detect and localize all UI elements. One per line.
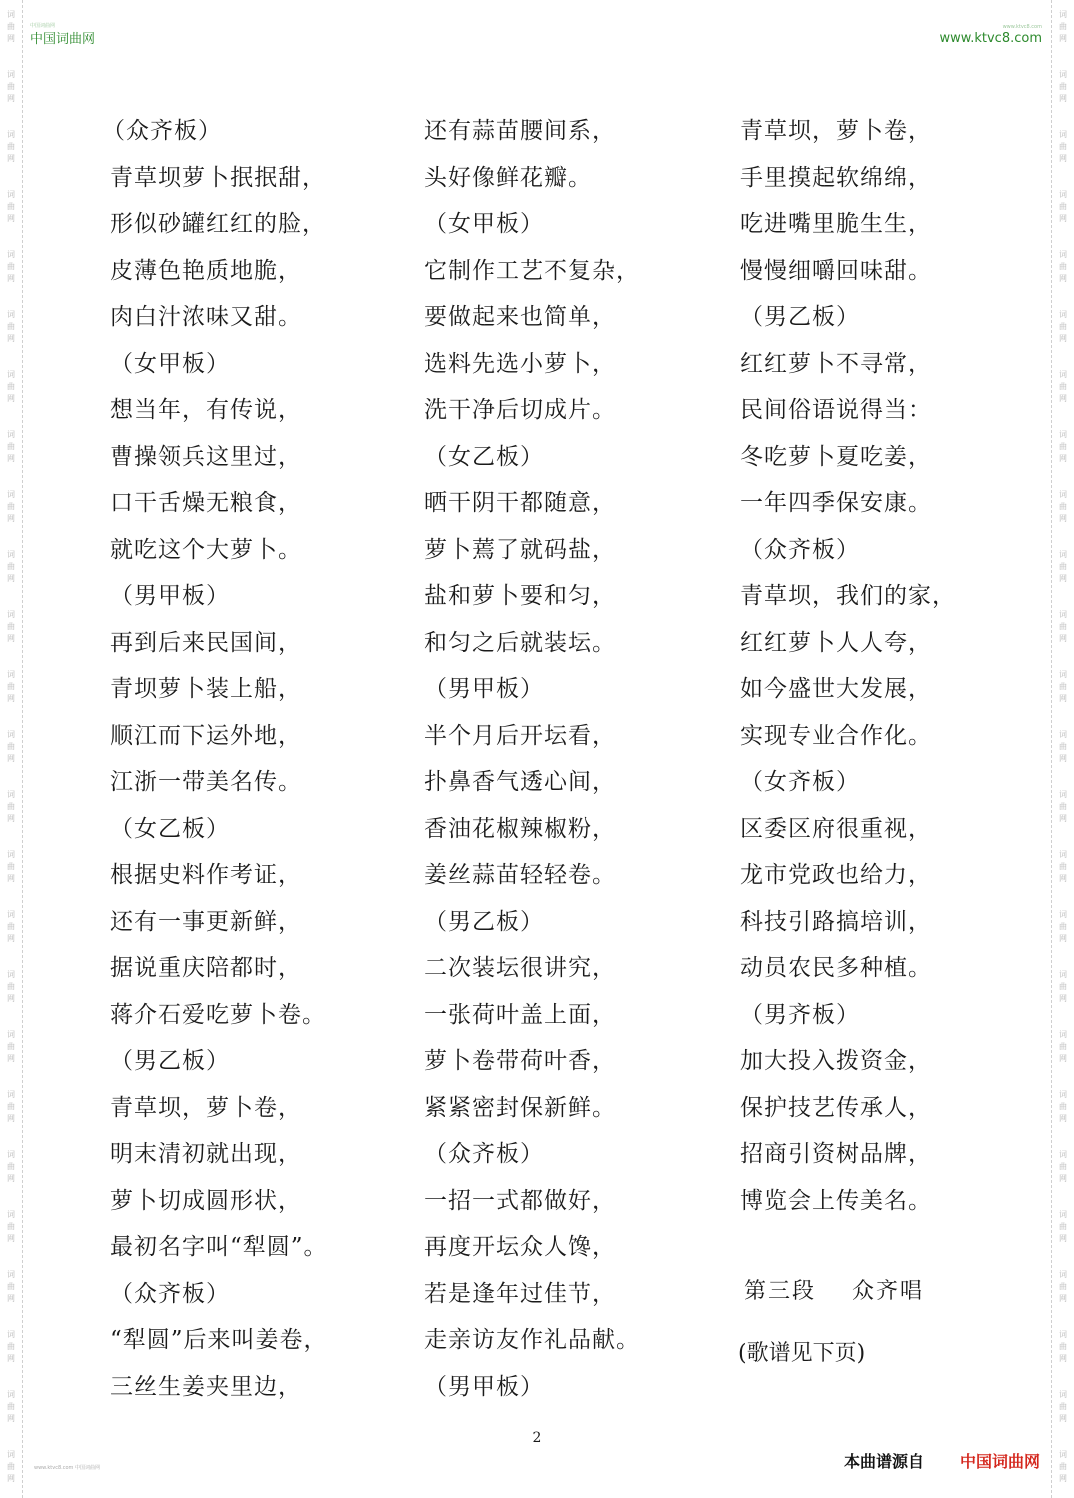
watermark-glyph: 网 xyxy=(1059,874,1067,883)
watermark-glyph: 网 xyxy=(1059,214,1067,223)
lyric-line: 最初名字叫“犁圆”。 xyxy=(110,1234,328,1260)
lyric-line: 皮薄色艳质地脆， xyxy=(110,257,302,284)
watermark-glyph: 曲 xyxy=(1059,1102,1067,1111)
watermark-glyph: 词 xyxy=(7,70,15,79)
lyric-line: 半个月后开坛看， xyxy=(424,722,616,749)
lyric-line: “犁圆”后来叫姜卷， xyxy=(110,1327,328,1353)
lyric-line: 慢慢细嚼回味甜。 xyxy=(740,257,932,284)
footer-brand-link[interactable]: 中国词曲网 xyxy=(959,1452,1040,1471)
watermark-glyph: 曲 xyxy=(1059,562,1067,571)
lyric-line: 科技引路搞培训， xyxy=(740,908,932,935)
lyric-line: 肉白汁浓味又甜。 xyxy=(110,304,302,330)
watermark-glyph: 词 xyxy=(1059,130,1067,139)
watermark-glyph: 曲 xyxy=(7,202,15,211)
lyric-line: 二次装坛很讲究， xyxy=(424,955,616,981)
watermark-glyph: 网 xyxy=(1059,754,1067,763)
lyric-line: 走亲访友作礼品献。 xyxy=(424,1327,640,1353)
watermark-glyph: 曲 xyxy=(1059,82,1067,91)
watermark-glyph: 词 xyxy=(1059,910,1067,919)
watermark-glyph: 词 xyxy=(7,1210,15,1219)
lyric-line: 三丝生姜夹里边， xyxy=(110,1373,302,1400)
watermark-glyph: 网 xyxy=(7,874,15,883)
left-watermark-strip xyxy=(0,0,23,1498)
lyric-line: 就吃这个大萝卜。 xyxy=(110,536,302,563)
lyric-line: 招商引资树品牌， xyxy=(740,1141,932,1167)
lyric-line: 明末清初就出现， xyxy=(110,1141,302,1167)
watermark-glyph: 词 xyxy=(1059,1270,1067,1279)
watermark-glyph: 词 xyxy=(7,1390,15,1399)
watermark-glyph: 曲 xyxy=(7,322,15,331)
lyric-line: 曹操领兵这里过， xyxy=(110,443,302,470)
section-label: 第三段 众齐唱 xyxy=(744,1279,924,1304)
watermark-glyph: 曲 xyxy=(1059,982,1067,991)
lyrics-column-2 xyxy=(416,108,716,1410)
lyric-line: 盐和萝卜要和匀， xyxy=(424,583,616,609)
watermark-glyph: 曲 xyxy=(1059,22,1067,31)
lyric-line: 龙市党政也给力， xyxy=(740,862,932,888)
lyric-line: 萝卜切成圆形状， xyxy=(110,1187,302,1214)
lyric-line: 青草坝，我们的家， xyxy=(740,583,956,609)
watermark-glyph: 词 xyxy=(1059,610,1067,619)
lyric-line: 加大投入拨资金， xyxy=(740,1048,932,1074)
watermark-glyph: 曲 xyxy=(7,442,15,451)
watermark-glyph: 网 xyxy=(7,1414,15,1423)
lyric-line: 青草坝，萝卜卷， xyxy=(110,1094,302,1121)
lyrics-column-3 xyxy=(732,108,1032,1224)
watermark-glyph: 网 xyxy=(7,634,15,643)
watermark-glyph: 曲 xyxy=(7,382,15,391)
watermark-glyph: 曲 xyxy=(7,1042,15,1051)
page-number: 2 xyxy=(532,1430,542,1446)
watermark-glyph: 网 xyxy=(1059,514,1067,523)
watermark-glyph: 网 xyxy=(1059,34,1067,43)
watermark-glyph: 曲 xyxy=(7,142,15,151)
lyric-line: 洗干净后切成片。 xyxy=(424,397,616,423)
watermark-glyph: 网 xyxy=(1059,1174,1067,1183)
watermark-glyph: 词 xyxy=(1059,550,1067,559)
watermark-glyph: 曲 xyxy=(7,922,15,931)
header-right-small-url: www.ktvc8.com xyxy=(1002,24,1042,30)
watermark-glyph: 词 xyxy=(1059,730,1067,739)
lyric-line: （女甲板） xyxy=(110,350,230,377)
watermark-glyph: 词 xyxy=(7,670,15,679)
watermark-glyph: 网 xyxy=(7,1174,15,1183)
header-site-url[interactable]: www.ktvc8.com xyxy=(939,31,1042,46)
watermark-glyph: 曲 xyxy=(7,1282,15,1291)
watermark-glyph: 曲 xyxy=(1059,142,1067,151)
watermark-glyph: 曲 xyxy=(1059,502,1067,511)
lyric-line: （女齐板） xyxy=(740,769,860,795)
watermark-glyph: 曲 xyxy=(1059,802,1067,811)
lyric-line: 手里摸起软绵绵， xyxy=(740,164,932,191)
watermark-glyph: 曲 xyxy=(7,682,15,691)
lyric-line: （男乙板） xyxy=(424,908,544,935)
lyric-line: 据说重庆陪都时， xyxy=(110,955,302,981)
lyric-line: 一张荷叶盖上面， xyxy=(424,1001,616,1028)
watermark-glyph: 词 xyxy=(7,1330,15,1339)
lyric-line: 蒋介石爱吃萝卜卷。 xyxy=(110,1001,326,1028)
watermark-glyph: 网 xyxy=(1059,454,1067,463)
lyric-line: （男乙板） xyxy=(740,304,860,330)
watermark-glyph: 网 xyxy=(7,1054,15,1063)
watermark-glyph: 曲 xyxy=(1059,1462,1067,1471)
lyric-line: 顺江而下运外地， xyxy=(110,722,302,749)
watermark-glyph: 曲 xyxy=(7,1342,15,1351)
watermark-glyph: 网 xyxy=(7,1474,15,1483)
watermark-glyph: 网 xyxy=(7,1354,15,1363)
lyric-line: （众齐板） xyxy=(740,536,860,563)
watermark-glyph: 网 xyxy=(7,94,15,103)
lyric-line: 再度开坛众人馋， xyxy=(424,1234,616,1260)
lyric-line: 还有蒜苗腰间系， xyxy=(424,118,616,144)
lyric-line: 博览会上传美名。 xyxy=(740,1187,932,1214)
lyric-line: 若是逢年过佳节， xyxy=(424,1280,616,1307)
watermark-glyph: 曲 xyxy=(7,1102,15,1111)
watermark-glyph: 网 xyxy=(1059,574,1067,583)
watermark-glyph: 网 xyxy=(7,994,15,1003)
watermark-glyph: 曲 xyxy=(7,802,15,811)
watermark-glyph: 网 xyxy=(7,754,15,763)
watermark-glyph: 曲 xyxy=(7,562,15,571)
watermark-glyph: 词 xyxy=(1059,430,1067,439)
lyric-line: （男甲板） xyxy=(424,676,544,702)
lyric-line: 吃进嘴里脆生生， xyxy=(740,211,932,237)
lyric-line: 实现专业合作化。 xyxy=(740,722,932,749)
lyric-line: （男甲板） xyxy=(424,1373,544,1400)
watermark-glyph: 曲 xyxy=(1059,382,1067,391)
lyric-line: （女乙板） xyxy=(424,443,544,470)
watermark-glyph: 词 xyxy=(1059,250,1067,259)
watermark-glyph: 曲 xyxy=(7,1462,15,1471)
watermark-glyph: 网 xyxy=(7,1294,15,1303)
lyric-line: 想当年，有传说， xyxy=(110,397,302,423)
lyric-line: （众齐板） xyxy=(110,1280,230,1307)
watermark-glyph: 网 xyxy=(1059,1354,1067,1363)
lyric-line: 头好像鲜花瓣。 xyxy=(424,164,592,191)
watermark-glyph: 词 xyxy=(1059,670,1067,679)
watermark-glyph: 曲 xyxy=(7,622,15,631)
watermark-glyph: 曲 xyxy=(1059,322,1067,331)
watermark-glyph: 曲 xyxy=(1059,682,1067,691)
watermark-glyph: 曲 xyxy=(1059,1342,1067,1351)
watermark-glyph: 网 xyxy=(7,454,15,463)
watermark-glyph: 词 xyxy=(1059,1450,1067,1459)
watermark-glyph: 词 xyxy=(1059,70,1067,79)
watermark-glyph: 网 xyxy=(1059,694,1067,703)
lyric-line: （众齐板） xyxy=(424,1141,544,1167)
watermark-glyph: 曲 xyxy=(1059,862,1067,871)
lyric-line: 萝卜蔫了就码盐， xyxy=(424,536,616,563)
watermark-glyph: 曲 xyxy=(7,1402,15,1411)
watermark-glyph: 词 xyxy=(7,1270,15,1279)
watermark-glyph: 词 xyxy=(7,190,15,199)
watermark-glyph: 词 xyxy=(1059,970,1067,979)
lyric-line: （众齐板） xyxy=(102,118,222,144)
lyric-line: 民间俗语说得当： xyxy=(740,397,932,423)
watermark-glyph: 词 xyxy=(1059,1210,1067,1219)
watermark-glyph: 词 xyxy=(1059,490,1067,499)
watermark-glyph: 曲 xyxy=(7,22,15,31)
watermark-glyph: 曲 xyxy=(7,262,15,271)
watermark-glyph: 词 xyxy=(7,430,15,439)
watermark-glyph: 词 xyxy=(1059,1330,1067,1339)
footer-tiny-url: www.ktvc8.com 中国词曲网 xyxy=(34,1465,101,1471)
watermark-glyph: 词 xyxy=(1059,190,1067,199)
watermark-glyph: 网 xyxy=(7,574,15,583)
lyric-line: 选料先选小萝卜， xyxy=(424,350,616,377)
watermark-glyph: 曲 xyxy=(1059,1402,1067,1411)
footer-source-label: 本曲谱源自 xyxy=(843,1452,924,1471)
watermark-glyph: 网 xyxy=(1059,814,1067,823)
lyric-line: 一招一式都做好， xyxy=(424,1187,616,1214)
lyric-line: 要做起来也简单， xyxy=(424,304,616,330)
watermark-glyph: 网 xyxy=(7,814,15,823)
watermark-glyph: 词 xyxy=(7,10,15,19)
watermark-glyph: 词 xyxy=(1059,1150,1067,1159)
watermark-glyph: 网 xyxy=(7,1234,15,1243)
watermark-glyph: 词 xyxy=(7,970,15,979)
watermark-glyph: 网 xyxy=(7,394,15,403)
watermark-glyph: 词 xyxy=(7,370,15,379)
lyrics-column-1 xyxy=(102,108,402,1410)
lyric-line: 红红萝卜人人夸， xyxy=(740,629,932,656)
watermark-glyph: 网 xyxy=(1059,934,1067,943)
lyric-line: 形似砂罐红红的脸， xyxy=(110,211,326,237)
watermark-glyph: 词 xyxy=(7,910,15,919)
lyric-line: 再到后来民国间， xyxy=(110,629,302,656)
header-left-small-logo: 中国词曲网 xyxy=(30,23,56,29)
lyric-line: 香油花椒辣椒粉， xyxy=(424,815,616,842)
watermark-glyph: 网 xyxy=(7,274,15,283)
watermark-glyph: 网 xyxy=(1059,994,1067,1003)
watermark-glyph: 曲 xyxy=(7,1222,15,1231)
watermark-glyph: 词 xyxy=(7,1030,15,1039)
lyric-line: 还有一事更新鲜， xyxy=(110,908,302,935)
watermark-glyph: 词 xyxy=(7,790,15,799)
lyric-line: 根据史料作考证， xyxy=(110,862,302,888)
watermark-glyph: 词 xyxy=(7,310,15,319)
watermark-glyph: 词 xyxy=(7,250,15,259)
watermark-glyph: 网 xyxy=(7,214,15,223)
watermark-glyph: 曲 xyxy=(1059,262,1067,271)
watermark-glyph: 曲 xyxy=(1059,1282,1067,1291)
lyric-line: 晒干阴干都随意， xyxy=(424,490,616,516)
watermark-glyph: 词 xyxy=(7,550,15,559)
watermark-glyph: 曲 xyxy=(7,742,15,751)
watermark-glyph: 词 xyxy=(7,610,15,619)
watermark-glyph: 词 xyxy=(1059,1030,1067,1039)
watermark-glyph: 词 xyxy=(7,1450,15,1459)
watermark-glyph: 网 xyxy=(1059,94,1067,103)
watermark-glyph: 网 xyxy=(7,154,15,163)
watermark-glyph: 网 xyxy=(7,34,15,43)
watermark-glyph: 网 xyxy=(1059,1234,1067,1243)
lyric-line: （男齐板） xyxy=(740,1001,860,1028)
watermark-glyph: 曲 xyxy=(1059,922,1067,931)
watermark-glyph: 词 xyxy=(7,490,15,499)
lyric-line: 扑鼻香气透心间， xyxy=(424,769,616,795)
lyric-line: 红红萝卜不寻常， xyxy=(740,350,932,377)
lyric-line: 保护技艺传承人， xyxy=(740,1094,932,1121)
lyric-line: 区委区府很重视， xyxy=(740,815,932,842)
lyric-line: 它制作工艺不复杂， xyxy=(424,257,640,284)
lyric-line: 姜丝蒜苗轻轻卷。 xyxy=(424,862,616,888)
lyric-line: 萝卜卷带荷叶香， xyxy=(424,1048,616,1074)
watermark-glyph: 词 xyxy=(7,1090,15,1099)
watermark-glyph: 词 xyxy=(1059,850,1067,859)
lyric-line: 青草坝，萝卜卷， xyxy=(740,118,932,144)
watermark-glyph: 网 xyxy=(1059,634,1067,643)
watermark-glyph: 词 xyxy=(1059,1390,1067,1399)
lyric-line: 青坝萝卜装上船， xyxy=(110,676,302,702)
watermark-glyph: 曲 xyxy=(7,862,15,871)
lyric-line: （男乙板） xyxy=(110,1048,230,1074)
watermark-glyph: 曲 xyxy=(7,1162,15,1171)
lyric-line: 和匀之后就装坛。 xyxy=(424,629,616,656)
right-watermark-strip xyxy=(1051,0,1074,1498)
lyric-line: （女甲板） xyxy=(424,211,544,237)
watermark-glyph: 网 xyxy=(7,934,15,943)
lyric-line: 青草坝萝卜抿抿甜， xyxy=(110,164,326,191)
watermark-glyph: 词 xyxy=(7,1150,15,1159)
watermark-glyph: 网 xyxy=(1059,1294,1067,1303)
watermark-glyph: 网 xyxy=(7,334,15,343)
lyric-line: 江浙一带美名传。 xyxy=(110,769,302,795)
watermark-glyph: 网 xyxy=(1059,394,1067,403)
watermark-glyph: 词 xyxy=(7,730,15,739)
lyric-line: 一年四季保安康。 xyxy=(740,490,932,516)
watermark-glyph: 网 xyxy=(1059,154,1067,163)
header-site-name[interactable]: 中国词曲网 xyxy=(30,32,96,47)
watermark-glyph: 网 xyxy=(1059,1414,1067,1423)
watermark-glyph: 词 xyxy=(1059,10,1067,19)
watermark-glyph: 词 xyxy=(1059,790,1067,799)
lyric-line: 如今盛世大发展， xyxy=(740,676,932,702)
watermark-glyph: 词 xyxy=(1059,310,1067,319)
watermark-glyph: 网 xyxy=(1059,1474,1067,1483)
lyric-line: 动员农民多种植。 xyxy=(740,955,932,981)
watermark-glyph: 词 xyxy=(7,130,15,139)
watermark-glyph: 网 xyxy=(1059,1114,1067,1123)
watermark-glyph: 词 xyxy=(1059,1090,1067,1099)
watermark-glyph: 曲 xyxy=(1059,202,1067,211)
watermark-glyph: 网 xyxy=(1059,274,1067,283)
watermark-glyph: 词 xyxy=(7,850,15,859)
watermark-glyph: 曲 xyxy=(7,82,15,91)
watermark-glyph: 词 xyxy=(1059,370,1067,379)
watermark-glyph: 曲 xyxy=(1059,742,1067,751)
watermark-glyph: 曲 xyxy=(1059,442,1067,451)
lyric-line: 紧紧密封保新鲜。 xyxy=(424,1094,616,1121)
watermark-glyph: 曲 xyxy=(1059,622,1067,631)
watermark-glyph: 网 xyxy=(7,514,15,523)
watermark-glyph: 曲 xyxy=(1059,1162,1067,1171)
lyric-line: （男甲板） xyxy=(110,583,230,609)
watermark-glyph: 曲 xyxy=(7,502,15,511)
watermark-glyph: 网 xyxy=(7,694,15,703)
lyric-line: 冬吃萝卜夏吃姜， xyxy=(740,443,932,470)
score-note: (歌谱见下页) xyxy=(738,1341,866,1366)
watermark-glyph: 网 xyxy=(1059,334,1067,343)
watermark-glyph: 曲 xyxy=(1059,1042,1067,1051)
lyric-line: 口干舌燥无粮食， xyxy=(110,490,302,516)
watermark-glyph: 网 xyxy=(1059,1054,1067,1063)
watermark-glyph: 网 xyxy=(7,1114,15,1123)
watermark-glyph: 曲 xyxy=(7,982,15,991)
lyric-line: （女乙板） xyxy=(110,815,230,842)
watermark-glyph: 曲 xyxy=(1059,1222,1067,1231)
